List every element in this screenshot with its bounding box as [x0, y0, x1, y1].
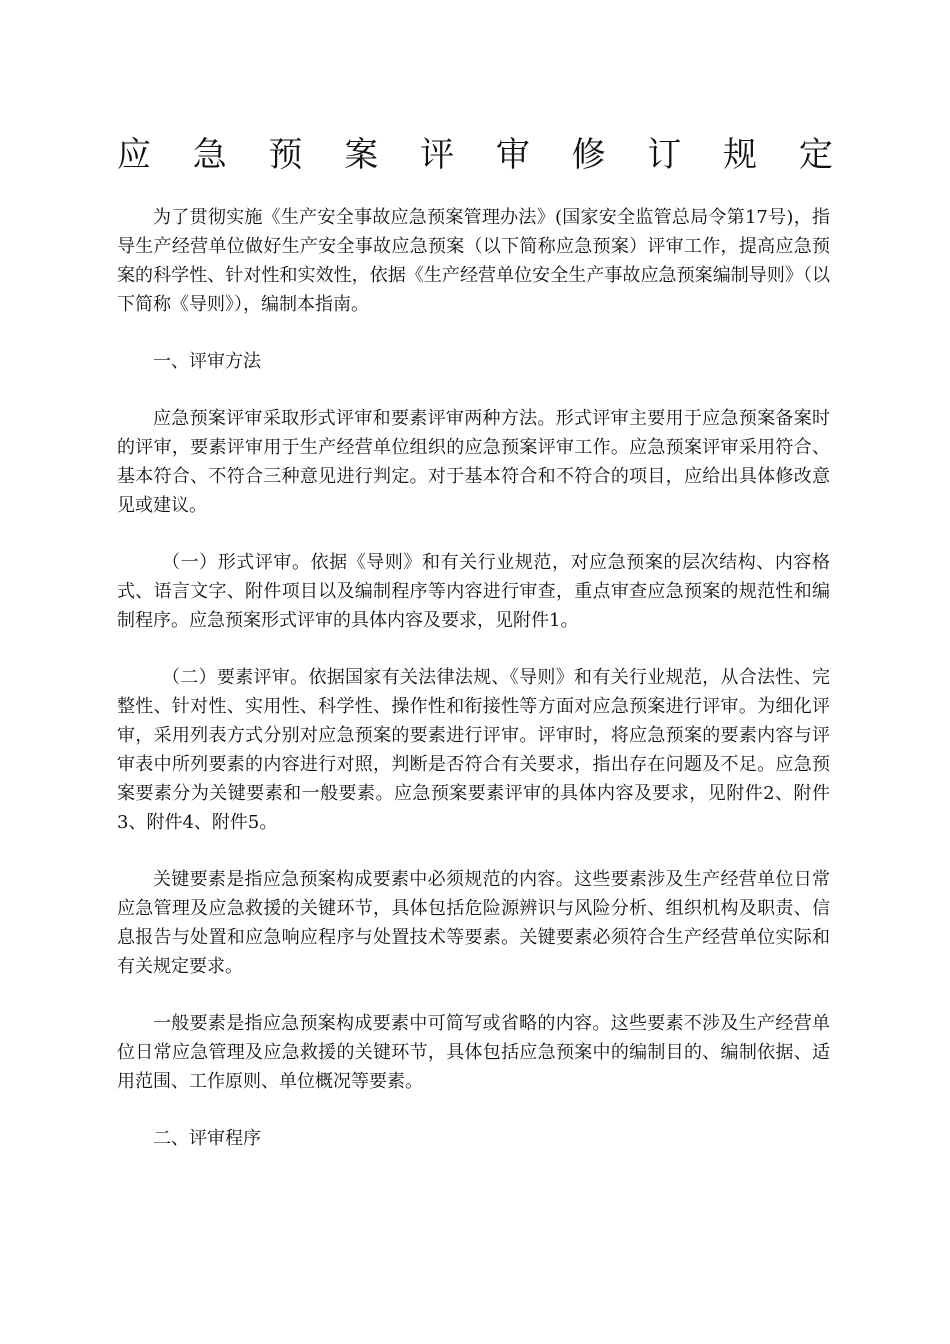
title-char: 急 [192, 135, 227, 175]
section-heading-review-procedure: 二、评审程序 [153, 1128, 261, 1149]
general-elements-paragraph: 一般要素是指应急预案构成要素中可简写或省略的内容。这些要素不涉及生产经营单位日常应急管理及应急救援的关键环节，具体包括应急预案中的编制目的、编制依据、适用范围、工作原则、单位概况等要素。 [117, 1013, 830, 1092]
document-title [117, 130, 833, 180]
title-char: 应 [117, 135, 151, 175]
title-char: 案 [344, 135, 379, 175]
title-char: 审 [495, 135, 530, 175]
element-review-paragraph: （二）要素评审。依据国家有关法律法规、《导则》和有关行业规范，从合法性、完整性、针对性、实用性、科学性、操作性和衔接性等方面对应急预案进行评审。为细化评审，采用列表方式分别对应急预案的要素进行评审。评审时，将应急预案的要素内容与评审表中所列要素的内容进行对照，判断是否符合有关要求，指出存在问题及不足。应急预案要素分为关键要素和一般要素。应急预案要素评审的具体内容及要求，见附件2、附件3、附件4、附件5。 [117, 667, 830, 833]
title-char: 修 [571, 135, 606, 175]
intro-paragraph: 为了贯彻实施《生产安全事故应急预案管理办法》(国家安全监管总局令第17号)，指导生产经营单位做好生产安全事故应急预案（以下简称应急预案）评审工作，提高应急预案的科学性、针对性和实效性，依据《生产经营单位安全生产事故应急预案编制导则》（以下简称《导则》），编制本指南。 [117, 207, 830, 315]
title-char: 评 [420, 135, 455, 175]
title-char: 规 [723, 135, 758, 175]
title-char: 订 [647, 135, 682, 175]
title-char: 预 [268, 135, 303, 175]
title-char: 定 [798, 135, 833, 175]
document-body [117, 203, 830, 1181]
formal-review-paragraph: （一）形式评审。依据《导则》和有关行业规范，对应急预案的层次结构、内容格式、语言文字、附件项目以及编制程序等内容进行审查，重点审查应急预案的规范性和编制程序。应急预案形式评审的具体内容及要求，见附件1。 [117, 552, 830, 631]
section-heading-review-methods: 一、评审方法 [153, 351, 261, 372]
review-methods-paragraph: 应急预案评审采取形式评审和要素评审两种方法。形式评审主要用于应急预案备案时的评审，要素评审用于生产经营单位组织的应急预案评审工作。应急预案评审采用符合、基本符合、不符合三种意见进行判定。对于基本符合和不符合的项目，应给出具体修改意见或建议。 [117, 408, 830, 516]
key-elements-paragraph: 关键要素是指应急预案构成要素中必须规范的内容。这些要素涉及生产经营单位日常应急管理及应急救援的关键环节，具体包括危险源辨识与风险分析、组织机构及职责、信息报告与处置和应急响应程序与处置技术等要素。关键要素必须符合生产经营单位实际和有关规定要求。 [117, 869, 830, 977]
